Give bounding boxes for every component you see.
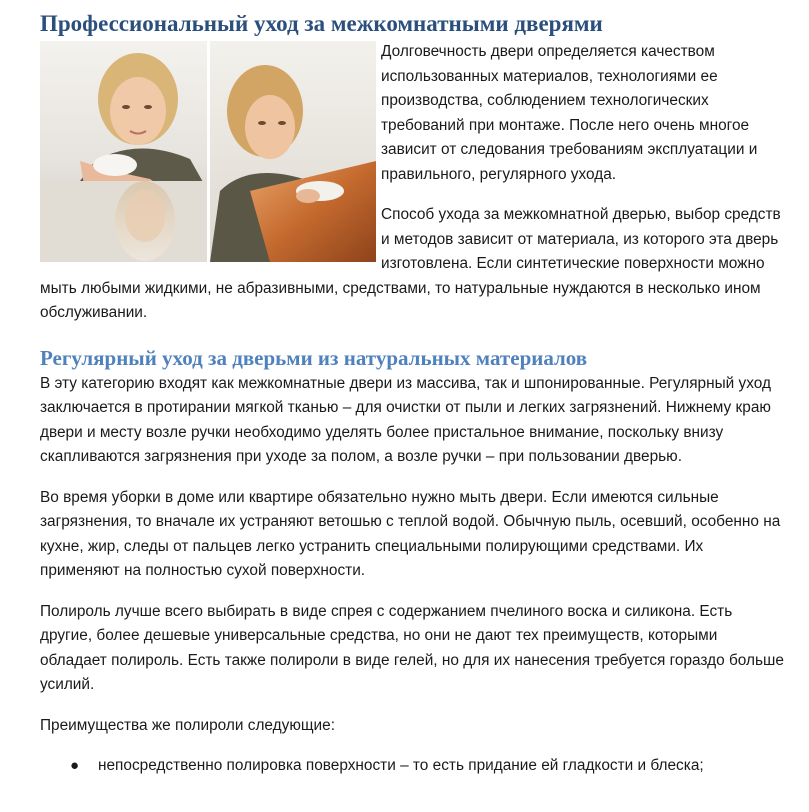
page-title: Профессиональный уход за межкомнатными дверями (40, 11, 603, 36)
photo-woman-wiping-glossy-surface (40, 41, 207, 262)
bullet-icon: ● (70, 757, 80, 774)
photo-pair (40, 41, 377, 262)
benefits-list (40, 754, 785, 779)
section2-paragraph-4: Преимущества же полироли следующие: (40, 716, 335, 734)
intro-paragraph-1: Долговечность двери определяется качеством использованных материалов, технологиями ее производства, соблюдением технологических требований при монтаже. После него очень многое зависит от следования требованиям эксплуатации и правильного, регулярного ухода. (381, 43, 758, 183)
intro-paragraph-2: Способ ухода за межкомнатной дверью, выбор средств и методов зависит от материала, из которого эта дверь изготовлена. Если синтетические поверхности можно мыть любыми жидкими, не абразивными, средствами, то натуральные нуждаются в несколько ином обслуживании. (40, 206, 781, 321)
document-page (40, 8, 785, 779)
section2-paragraph-3: Полироль лучше всего выбирать в виде спрея с содержанием пчелиного воска и силикона. Есть другие, более дешевые универсальные средства, но они не дают тех преимуществ, которыми обладает полироль. Есть также полироли в виде гелей, но для их нанесения требуется гораздо больше усилий. (40, 602, 784, 693)
list-item (40, 754, 785, 779)
section2-paragraph-1: В эту категорию входят как межкомнатные двери из массива, так и шпонированные. Регулярный уход заключается в протирании мягкой тканью – для очистки от пыли и легких загрязнений. Нижнему краю двери и месту возле ручки необходимо уделять более пристальное внимание, поскольку внизу скапливаются загрязнения при уходе за полом, а возле ручки – при пользовании дверью. (40, 374, 771, 465)
section-title-natural-doors: Регулярный уход за дверьми из натуральных материалов (40, 345, 588, 370)
section2-paragraph-2: Во время уборки в доме или квартире обязательно нужно мыть двери. Если имеются сильные загрязнения, то вначале их устраняют ветошью с теплой водой. Обычную пыль, осевший, особенно на кухне, жир, следы от пальцев легко устранить специальными полирующими средствами. Их применяют на полностью сухой поверхности. (40, 488, 781, 579)
list-item-text: непосредственно полировка поверхности – то есть придание ей гладкости и блеска; (98, 757, 704, 774)
photo-woman-polishing-wood (210, 41, 377, 262)
